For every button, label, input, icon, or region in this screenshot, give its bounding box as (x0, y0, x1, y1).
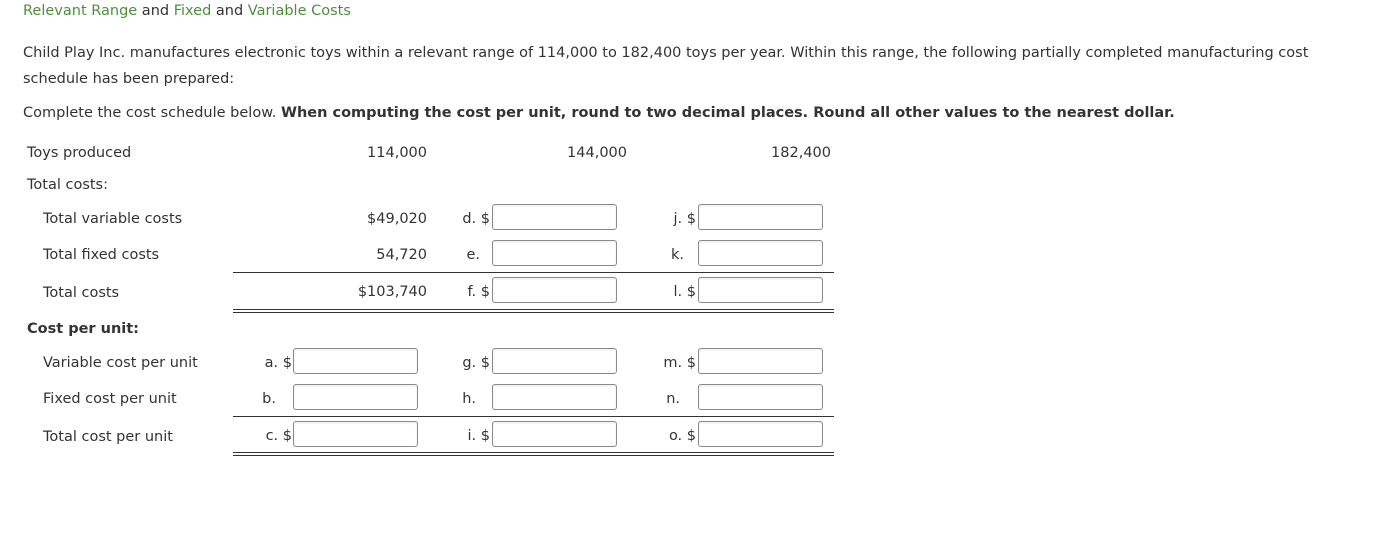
input-a[interactable] (293, 348, 418, 374)
variable-cost-per-unit-label: Variable cost per unit (43, 355, 198, 371)
title-and-1: and (137, 3, 174, 19)
letter-g: g. $ (462, 355, 490, 371)
input-j[interactable] (698, 204, 823, 230)
instructions-bold: When computing the cost per unit, round to two decimal places. Round all other values to the nearest dollar. (280, 105, 1175, 121)
title-variable-costs: Variable Costs (247, 3, 351, 19)
total-double-rule (233, 309, 834, 313)
column-header-2: 144,000 (567, 145, 627, 161)
letter-m: m. $ (663, 355, 696, 371)
input-d[interactable] (492, 204, 617, 230)
letter-c: c. $ (265, 428, 292, 444)
input-b[interactable] (293, 384, 418, 410)
title-relevant-range: Relevant Range (23, 3, 138, 19)
letter-n: n. (666, 391, 680, 407)
input-c[interactable] (293, 421, 418, 447)
input-i[interactable] (492, 421, 617, 447)
letter-l: l. $ (673, 284, 696, 300)
col1-total-value: $103,740 (357, 284, 427, 300)
input-n[interactable] (698, 384, 823, 410)
instructions (23, 105, 1175, 121)
cost-per-unit-header: Cost per unit: (27, 321, 139, 337)
title-fixed: Fixed (173, 3, 212, 19)
input-f[interactable] (492, 277, 617, 303)
toys-produced-label: Toys produced (27, 145, 132, 161)
fixed-cost-per-unit-label: Fixed cost per unit (43, 391, 177, 407)
letter-h: h. (462, 391, 476, 407)
total-costs-header: Total costs: (27, 177, 108, 193)
letter-f: f. $ (467, 284, 490, 300)
total-costs-label: Total costs (43, 285, 120, 301)
letter-i: i. $ (467, 428, 490, 444)
letter-k: k. (670, 247, 684, 263)
instructions-lead: Complete the cost schedule below. (23, 105, 281, 121)
input-g[interactable] (492, 348, 617, 374)
letter-o: o. $ (668, 428, 696, 444)
input-h[interactable] (492, 384, 617, 410)
input-m[interactable] (698, 348, 823, 374)
total-variable-costs-label: Total variable costs (43, 211, 183, 227)
letter-b: b. (262, 391, 276, 407)
input-e[interactable] (492, 240, 617, 266)
letter-d: d. $ (462, 211, 490, 227)
per-unit-double-rule (233, 452, 834, 456)
letter-e: e. (466, 247, 480, 263)
column-header-1: 114,000 (367, 145, 427, 161)
page-title (23, 3, 351, 19)
intro-paragraph: Child Play Inc. manufactures electronic toys within a relevant range of 114,000 to 182,400 toys per year. Within this range, the following partially completed manufacturing cost schedule has been prepared: (23, 45, 1309, 87)
col1-fixed-value: 54,720 (376, 247, 427, 263)
total-cost-per-unit-label: Total cost per unit (43, 429, 173, 445)
input-l[interactable] (698, 277, 823, 303)
input-k[interactable] (698, 240, 823, 266)
letter-a: a. $ (264, 355, 292, 371)
per-unit-subtotal-rule (233, 416, 834, 417)
subtotal-rule (233, 272, 834, 273)
column-header-3: 182,400 (771, 145, 831, 161)
col1-variable-value: $49,020 (367, 211, 427, 227)
input-o[interactable] (698, 421, 823, 447)
title-and-2: and (211, 3, 248, 19)
letter-j: j. $ (673, 211, 696, 227)
total-fixed-costs-label: Total fixed costs (43, 247, 160, 263)
